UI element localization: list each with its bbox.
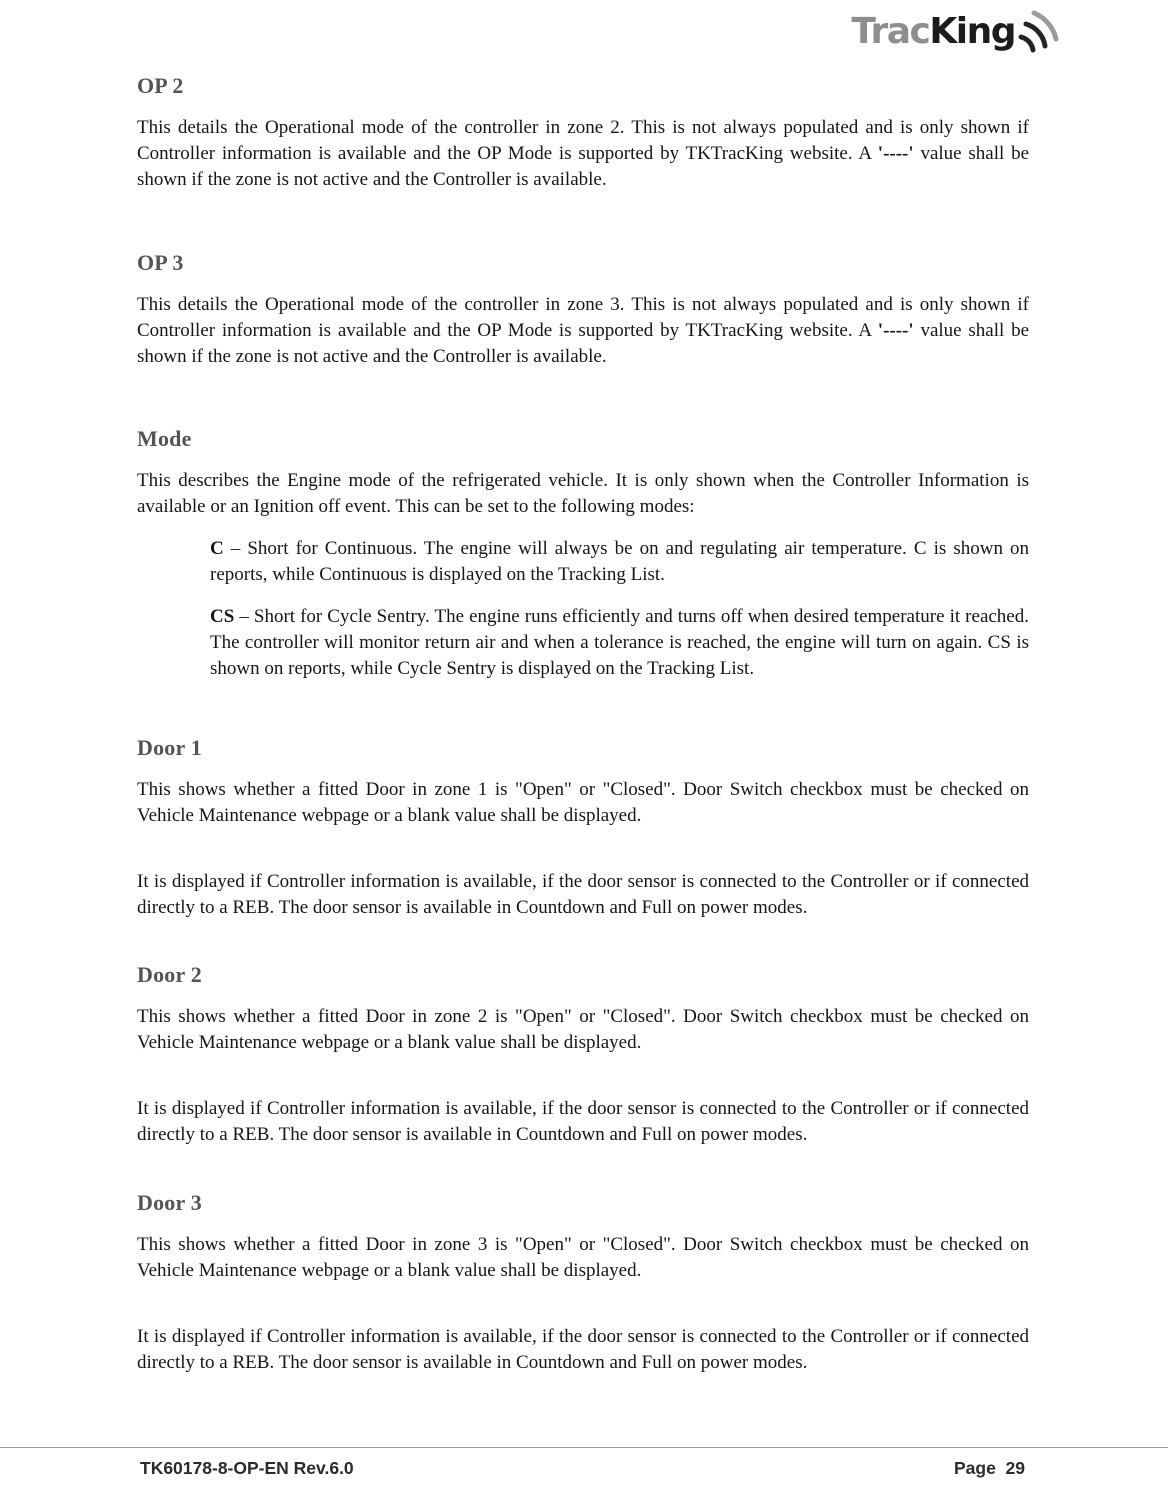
- heading-mode: Mode: [137, 426, 192, 451]
- mode-term-c: C: [210, 538, 224, 559]
- footer-divider: [0, 1447, 1168, 1448]
- heading-op3: OP 3: [137, 250, 184, 275]
- footer-page-number: Page 29: [953, 1458, 1025, 1478]
- heading-op2: OP 2: [137, 73, 184, 98]
- op2-body-post: value shall be shown if the zone is not active and the Controller is available.: [137, 143, 1030, 190]
- op3-body-dashes: '----': [877, 320, 914, 341]
- paragraph-door3-open-closed: This shows whether a fitted Door in zone 3 is "Open" or "Closed". Door Switch checkbox must be checked on Vehicle Maintenance webpage or a blank value shall be displayed.: [137, 1234, 1029, 1281]
- paragraph-mode-intro: This describes the Engine mode of the refrigerated vehicle. It is only shown when the Controller Information is available or an Ignition off event. This can be set to the following modes:: [137, 470, 1029, 517]
- paragraph-door1-displayed: It is displayed if Controller information is available, if the door sensor is connected to the Controller or if connected directly to a REB. The door sensor is available in Countdown and Full on power modes.: [137, 871, 1029, 918]
- op3-body-post: value shall be shown if the zone is not active and the Controller is available.: [137, 320, 1030, 367]
- page-footer: [140, 1458, 1025, 1479]
- heading-door2: Door 2: [137, 962, 202, 987]
- paragraph-door3-displayed: It is displayed if Controller information is available, if the door sensor is connected to the Controller or if connected directly to a REB. The door sensor is available in Countdown and Full on power modes.: [137, 1326, 1029, 1373]
- footer-document-id: TK60178-8-OP-EN Rev.6.0: [140, 1458, 354, 1478]
- signal-arcs-icon: [1016, 4, 1060, 58]
- tracking-logo: [851, 4, 1060, 58]
- logo-text-trac: Trac: [851, 11, 930, 52]
- op2-body-dashes: '----': [877, 143, 914, 164]
- mode-term-cs: CS: [210, 606, 235, 627]
- heading-door1: Door 1: [137, 735, 202, 760]
- paragraph-op2: [137, 115, 1029, 193]
- paragraph-door1-open-closed: This shows whether a fitted Door in zone 1 is "Open" or "Closed". Door Switch checkbox must be checked on Vehicle Maintenance webpage or a blank value shall be displayed.: [137, 779, 1029, 826]
- mode-item-continuous: [137, 536, 1029, 588]
- paragraph-op3: [137, 292, 1029, 370]
- paragraph-door2-open-closed: This shows whether a fitted Door in zone 2 is "Open" or "Closed". Door Switch checkbox must be checked on Vehicle Maintenance webpage or a blank value shall be displayed.: [137, 1006, 1029, 1053]
- op2-body-pre: This details the Operational mode of the controller in zone 2. This is not always populated and is only shown if Controller information is available and the OP Mode is supported by TKTracKing website. A: [137, 117, 1029, 164]
- heading-door3: Door 3: [137, 1190, 202, 1215]
- tracking-logo-wordmark: [851, 4, 1015, 50]
- mode-text-cs: – Short for Cycle Sentry. The engine runs efficiently and turns off when desired temperature it reached. The controller will monitor return air and when a tolerance is reached, the engine will turn on again. CS is shown on reports, while Cycle Sentry is displayed on the Tracking List.: [210, 606, 1029, 679]
- logo-text-king: King: [929, 11, 1015, 52]
- paragraph-door2-displayed: It is displayed if Controller information is available, if the door sensor is connected to the Controller or if connected directly to a REB. The door sensor is available in Countdown and Full on power modes.: [137, 1098, 1029, 1145]
- document-content: [137, 72, 1029, 1376]
- op3-body-pre: This details the Operational mode of the controller in zone 3. This is not always populated and is only shown if Controller information is available and the OP Mode is supported by TKTracKing website. A: [137, 294, 1029, 341]
- mode-text-c: – Short for Continuous. The engine will always be on and regulating air temperature. C is shown on reports, while Continuous is displayed on the Tracking List.: [210, 538, 1029, 585]
- mode-item-cycle-sentry: [137, 604, 1029, 682]
